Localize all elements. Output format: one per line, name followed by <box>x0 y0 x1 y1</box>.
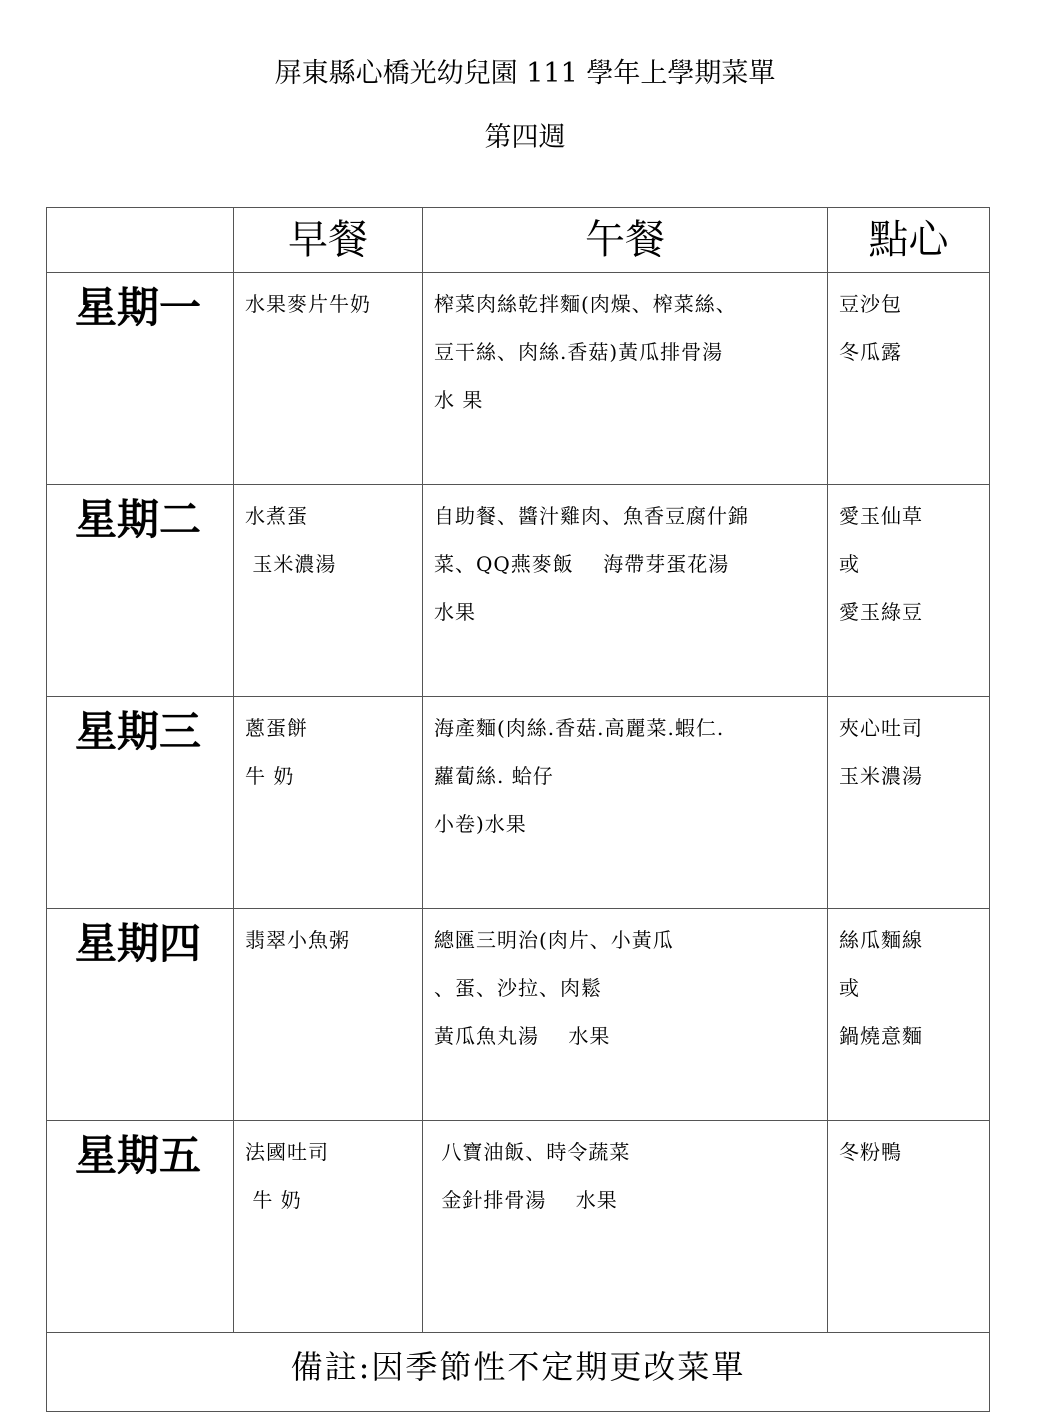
breakfast-cell <box>234 909 422 972</box>
snack-item: 或 <box>839 976 860 1000</box>
snack-cell <box>828 273 989 384</box>
lunch-cell <box>423 273 827 432</box>
breakfast-item: 牛 奶 <box>245 764 295 788</box>
header-day <box>47 208 234 273</box>
table-row <box>47 697 990 909</box>
note-row <box>47 1333 990 1412</box>
day-label: 星期二 <box>75 495 202 544</box>
snack-item: 絲瓜麵線 <box>839 928 923 952</box>
snack-cell <box>828 485 989 644</box>
lunch-item: 黃瓜魚丸湯 水果 <box>434 1024 611 1048</box>
day-label: 星期五 <box>75 1131 202 1180</box>
snack-item: 鍋燒意麵 <box>839 1024 923 1048</box>
lunch-item: 金針排骨湯 水果 <box>434 1188 618 1212</box>
day-label: 星期三 <box>75 707 202 756</box>
note-text: 備註:因季節性不定期更改菜單 <box>290 1348 746 1386</box>
lunch-item: 總匯三明治(肉片、小黃瓜 <box>434 928 674 952</box>
header-lunch: 午餐 <box>423 208 828 273</box>
snack-cell <box>828 697 989 808</box>
breakfast-item: 玉米濃湯 <box>245 552 337 576</box>
snack-item: 豆沙包 <box>839 292 902 316</box>
table-row <box>47 1121 990 1333</box>
snack-item: 冬粉鴨 <box>839 1140 902 1164</box>
lunch-item: 水 果 <box>434 388 484 412</box>
table-row <box>47 485 990 697</box>
breakfast-cell <box>234 485 422 596</box>
lunch-item: 菜、QQ燕麥飯 海帶芽蛋花湯 <box>434 552 730 576</box>
lunch-cell <box>423 909 827 1068</box>
breakfast-item: 翡翠小魚粥 <box>245 928 350 952</box>
document-title: 屏東縣心橋光幼兒園 111 學年上學期菜單 <box>274 58 776 89</box>
snack-cell <box>828 1121 989 1184</box>
lunch-item: 豆干絲、肉絲.香菇)黃瓜排骨湯 <box>434 340 724 364</box>
breakfast-cell <box>234 273 422 336</box>
snack-item: 或 <box>839 552 860 576</box>
lunch-cell <box>423 697 827 856</box>
breakfast-cell <box>234 697 422 808</box>
lunch-item: 海產麵(肉絲.香菇.高麗菜.蝦仁. <box>434 716 725 740</box>
table-row <box>47 909 990 1121</box>
breakfast-cell <box>234 1121 422 1232</box>
snack-item: 玉米濃湯 <box>839 764 923 788</box>
lunch-item: 榨菜肉絲乾拌麵(肉燥、榨菜絲、 <box>434 292 737 316</box>
lunch-item: 小卷)水果 <box>434 812 527 836</box>
header-breakfast: 早餐 <box>234 208 423 273</box>
snack-item: 愛玉綠豆 <box>839 600 923 624</box>
table-row <box>47 273 990 485</box>
breakfast-item: 蔥蛋餅 <box>245 716 308 740</box>
snack-item: 愛玉仙草 <box>839 504 923 528</box>
breakfast-item: 水果麥片牛奶 <box>245 292 371 316</box>
lunch-item: 、蛋、沙拉、肉鬆 <box>434 976 602 1000</box>
lunch-item: 自助餐、醬汁雞肉、魚香豆腐什錦 <box>434 504 749 528</box>
breakfast-item: 法國吐司 <box>245 1140 329 1164</box>
lunch-item: 八寶油飯、時令蔬菜 <box>434 1140 631 1164</box>
menu-table <box>46 207 990 1412</box>
breakfast-item: 牛 奶 <box>245 1188 302 1212</box>
week-subtitle: 第四週 <box>484 122 566 153</box>
header-row <box>47 208 990 273</box>
snack-cell <box>828 909 989 1068</box>
header-snack: 點心 <box>828 208 990 273</box>
lunch-cell <box>423 485 827 644</box>
snack-item: 夾心吐司 <box>839 716 923 740</box>
day-label: 星期四 <box>75 919 202 968</box>
breakfast-item: 水煮蛋 <box>245 504 308 528</box>
lunch-item: 蘿蔔絲. 蛤仔 <box>434 764 554 788</box>
lunch-item: 水果 <box>434 600 476 624</box>
snack-item: 冬瓜露 <box>839 340 902 364</box>
day-label: 星期一 <box>75 283 202 332</box>
lunch-cell <box>423 1121 827 1232</box>
